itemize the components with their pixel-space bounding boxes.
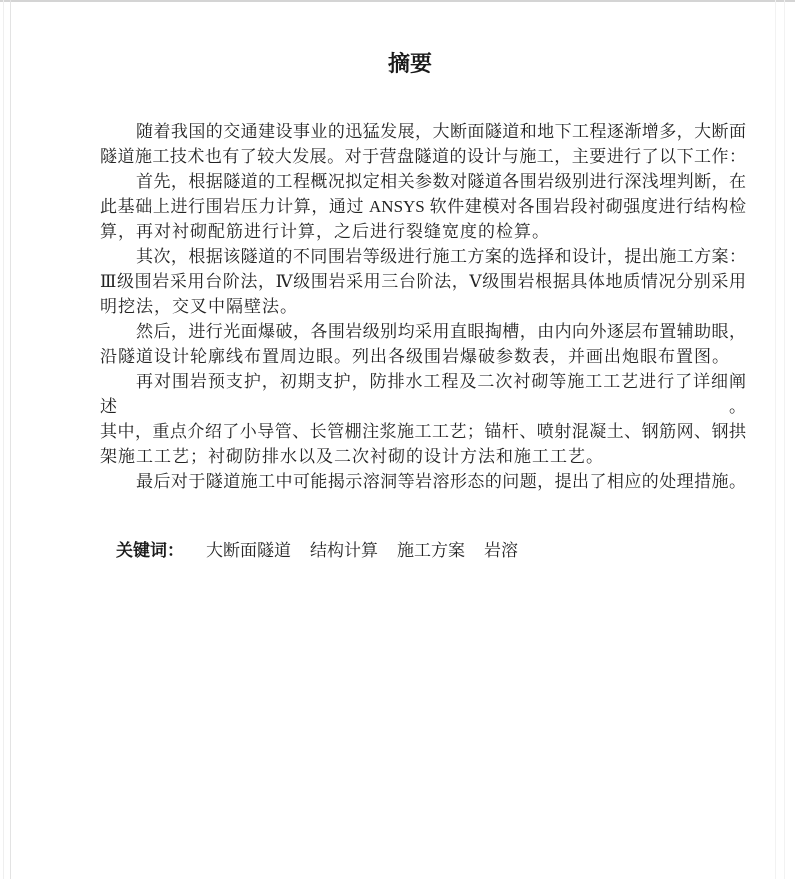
- paragraph-3: [100, 244, 746, 319]
- paragraph-6: [100, 469, 746, 494]
- paragraph-2: [100, 169, 746, 244]
- paragraph-1: [100, 119, 746, 169]
- text-line: 其中，重点介绍了小导管、长管棚注浆施工工艺；锚杆、喷射混凝土、钢筋网、钢拱: [100, 422, 746, 441]
- scan-right-edge-artifact: [775, 0, 776, 879]
- page-left-edge-line: [10, 0, 11, 879]
- keyword-item: 岩溶: [484, 541, 518, 560]
- text-line: 其次，根据该隧道的不同围岩等级进行施工方案的选择和设计，提出施工方案：: [136, 247, 746, 266]
- keyword-item: 大断面隧道: [206, 541, 291, 560]
- abstract-body: [100, 119, 746, 494]
- text-line: 此基础上进行围岩压力计算，通过 ANSYS 软件建模对各围岩段衬砌强度进行结构检: [100, 197, 746, 216]
- text-line: 最后对于隧道施工中可能揭示溶洞等岩溶形态的问题，提出了相应的处理措施。: [136, 472, 746, 491]
- text-line: 明挖法，交叉中隔壁法。: [100, 297, 298, 316]
- keyword-item: 结构计算: [310, 541, 378, 560]
- scan-left-edge-artifact: [3, 0, 4, 879]
- keywords-label: 关键词：: [116, 541, 184, 560]
- keyword-item: 施工方案: [397, 541, 465, 560]
- paragraph-5: [100, 369, 746, 469]
- keywords-row: [116, 538, 746, 563]
- text-line: 架施工工艺；衬砌防排水以及二次衬砌的设计方法和施工工艺。: [100, 447, 604, 466]
- paragraph-4: [100, 319, 746, 369]
- page-title: 摘要: [387, 51, 432, 76]
- text-line: 首先，根据隧道的工程概况拟定相关参数对隧道各围岩级别进行深浅埋判断，在: [136, 172, 746, 191]
- text-line: 然后，进行光面爆破，各围岩级别均采用直眼掏槽，由内向外逐层布置辅助眼，: [136, 322, 746, 341]
- text-line: 随着我国的交通建设事业的迅猛发展，大断面隧道和地下工程逐渐增多，大断面: [136, 122, 746, 141]
- text-line: 隧道施工技术也有了较大发展。对于营盘隧道的设计与施工，主要进行了以下工作：: [100, 147, 746, 166]
- scan-right-edge-artifact-2: [784, 0, 785, 879]
- text-line: 算，再对衬砌配筋进行计算，之后进行裂缝宽度的检算。: [100, 222, 550, 241]
- abstract-page: [100, 0, 746, 563]
- text-line: Ⅲ级围岩采用台阶法，Ⅳ级围岩采用三台阶法，Ⅴ级围岩根据具体地质情况分别采用: [100, 272, 746, 291]
- text-line: 沿隧道设计轮廓线布置周边眼。列出各级围岩爆破参数表，并画出炮眼布置图。: [100, 347, 730, 366]
- text-line: 再对围岩预支护，初期支护，防排水工程及二次衬砌等施工工艺进行了详细阐述。: [100, 372, 746, 416]
